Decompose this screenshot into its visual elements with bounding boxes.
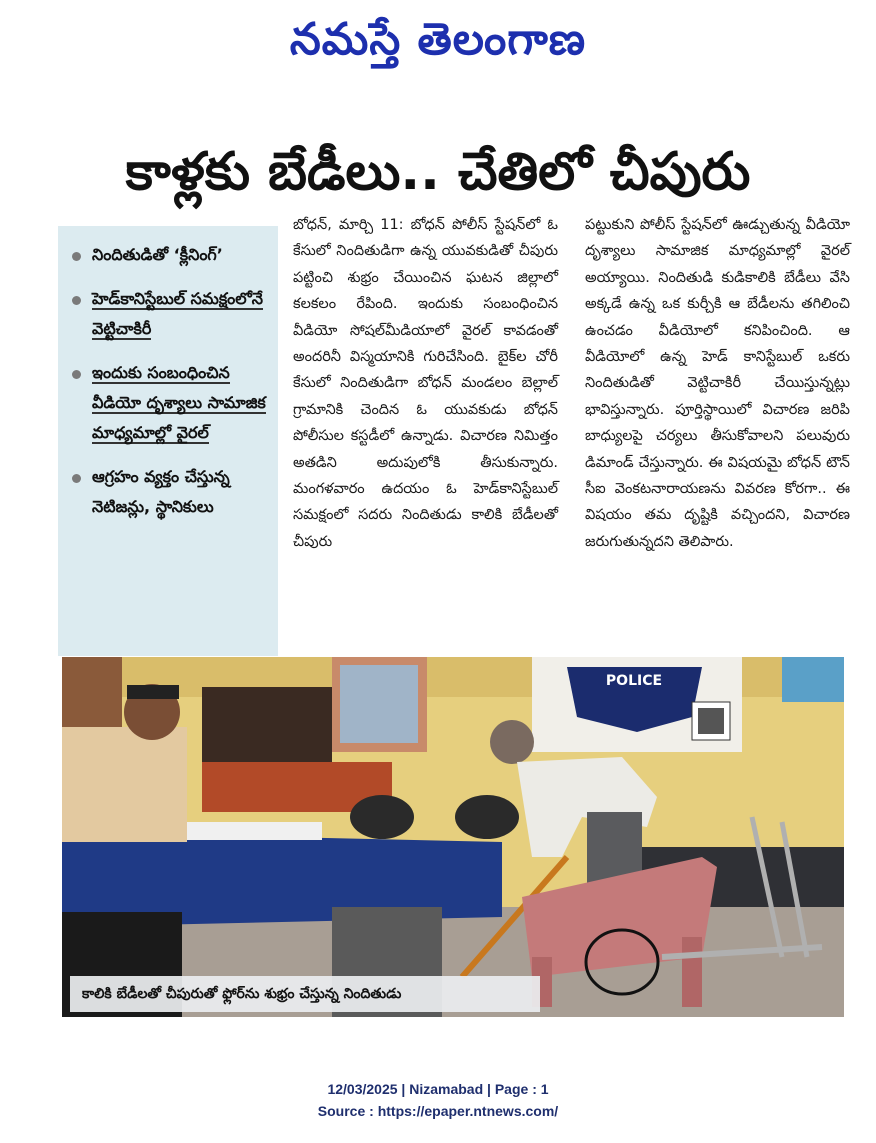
footer-date-edition: 12/03/2025 | Nizamabad | Page : 1: [327, 1081, 549, 1097]
highlight-item: [68, 358, 270, 448]
highlights-list: [68, 240, 270, 522]
photo-illustration: [62, 657, 844, 1017]
highlight-item: నిందితుడితో ‘క్లీనింగ్’: [68, 240, 270, 270]
highlight-item: ఆగ్రహం వ్యక్తం చేస్తున్న నెటిజన్లు, స్థానికులు: [68, 462, 270, 522]
news-photo: [62, 657, 844, 1017]
article-column-2: పట్టుకుని పోలీస్ స్టేషన్‌లో ఊడ్చుతున్న వీడియో దృశ్యాలు సామాజిక మాధ్యమాల్లో వైరల్ అయ్యాయి. నిందితుడి కుడికాలికి బేడీలు వేసి అక్కడే ఉన్న ఒక కుర్చీకి ఆ బేడీలను తగిలించి ఉంచడం వీడియోలో కనిపించింది. ఆ వీడియోలో ఉన్న హెడ్ కానిస్టేబుల్ ఒకరు నిందితుడితో వెట్టిచాకిరీ చేయిస్తున్నట్లు భావిస్తున్నారు. పూర్తిస్థాయిలో విచారణ జరిపి బాధ్యులపై చర్యలు తీసుకోవాలని పలువురు డిమాండ్ చేస్తున్నారు. ఈ విషయమై బోధన్ టౌన్ సీఐ వెంకటనారాయణను వివరణ కోరగా.. ఈ విషయం తమ దృష్టికి వచ్చిందని, విచారణ జరుగుతున్నదని తెలిపారు.: [585, 217, 850, 550]
police-sign-text: POLICE: [605, 673, 663, 689]
masthead-logo: నమస్తే తెలంగాణ: [289, 14, 587, 65]
article-column-1: బోధన్, మార్చి 11: బోధన్ పోలీస్ స్టేషన్‌లో ఓ కేసులో నిందితుడిగా ఉన్న యువకుడితో చీపురు పట్టించి శుభ్రం చేయించిన ఘటన జిల్లాలో కలకలం రేపింది. ఇందుకు సంబంధించిన వీడియో సోషల్‌మీడియాలో వైరల్ కావడంతో అందరినీ విస్మయానికి గురిచేసింది. బైక్‌ల చోరీ కేసులో నిందితుడిగా బోధన్ మండలం బెల్లాల్ గ్రామానికి చెందిన ఓ యువకుడు బోధన్ పోలీసుల కస్టడీలో ఉన్నాడు. విచారణ నిమిత్తం అతడిని అదుపులోకి తీసుకున్నారు. మంగళవారం ఉదయం ఓ హెడ్‌కానిస్టేబుల్ సమక్షంలో సదరు నిందితుడు కాలికి బేడీలతో చీపురు: [293, 217, 558, 550]
highlight-item: [68, 284, 270, 344]
highlight-text: హెడ్‌కానిస్టేబుల్ సమక్షంలోనే వెట్టిచాకిరీ: [92, 289, 263, 338]
highlights-box: [58, 226, 278, 656]
footer-source: Source : https://epaper.ntnews.com/: [317, 1103, 559, 1119]
highlight-text: ఇందుకు సంబంధించిన వీడియో దృశ్యాలు సామాజిక మాధ్యమాల్లో వైరల్: [92, 363, 266, 442]
photo-caption: కాలికి బేడీలతో చీపురుతో ఫ్లోర్‌ను శుభ్రం చేస్తున్న నిందితుడు: [70, 976, 540, 1012]
article-headline: కాళ్లకు బేడీలు.. చేతిలో చీపురు: [125, 142, 751, 202]
